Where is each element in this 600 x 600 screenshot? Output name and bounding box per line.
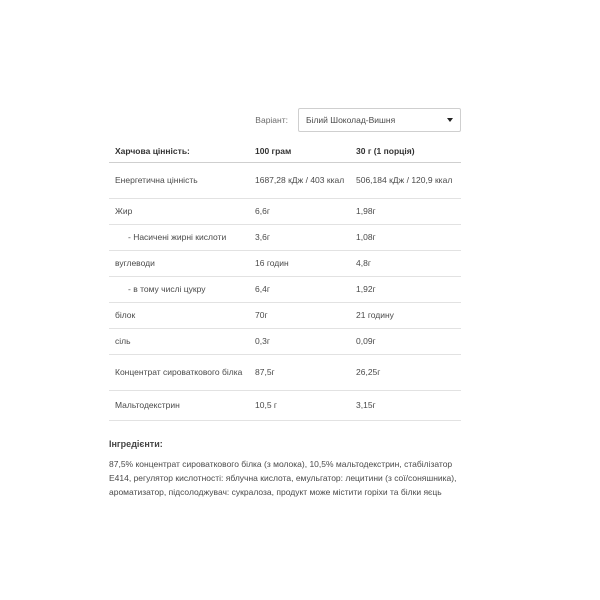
nutrient-per-100g: 87,5г	[255, 367, 275, 377]
nutrient-per-serving: 26,25г	[356, 367, 381, 377]
table-row	[109, 225, 461, 251]
nutrient-name: Мальтодекстрин	[115, 400, 180, 410]
caret-down-icon	[447, 118, 453, 122]
nutrient-name: Жир	[115, 206, 133, 216]
variant-label: Варіант:	[255, 115, 288, 125]
header-per-serving: 30 г (1 порція)	[356, 145, 415, 156]
table-row	[109, 329, 461, 355]
ingredients-text: 87,5% концентрат сироваткового білка (з молока), 10,5% мальтодекстрин, стабілізатор E414, регулятор кислотності: яблучна кислота, емульгатор: лецитини (з сої/соняшника), ароматизатор, підсолоджувач: сукралоза, продукт може містити горіхи та білки яєць	[109, 459, 457, 497]
nutrient-name: сіль	[115, 336, 131, 346]
nutrient-per-serving: 1,98г	[356, 206, 376, 216]
variant-dropdown[interactable]	[298, 108, 461, 132]
variant-selector-row	[0, 108, 461, 132]
table-row	[109, 199, 461, 225]
nutrient-per-100g: 6,4г	[255, 284, 270, 294]
nutrient-per-serving: 3,15г	[356, 400, 376, 410]
nutrient-name: вуглеводи	[115, 258, 155, 268]
nutrient-per-100g: 10,5 г	[255, 400, 278, 410]
nutrient-per-serving: 1,92г	[356, 284, 376, 294]
table-row	[109, 251, 461, 277]
nutrient-per-100g: 6,6г	[255, 206, 270, 216]
nutrient-per-100g: 1687,28 кДж / 403 ккал	[255, 175, 345, 185]
table-row	[109, 163, 461, 199]
nutrient-name: білок	[115, 310, 136, 320]
table-row	[109, 303, 461, 329]
ingredients-title: Інгредієнти:	[109, 439, 163, 449]
nutrient-name: - в тому числі цукру	[128, 284, 206, 294]
variant-selected-value: Білий Шоколад-Вишня	[306, 115, 396, 125]
nutrient-per-serving: 21 годину	[356, 310, 394, 320]
table-row	[109, 391, 461, 421]
nutrition-header-row	[109, 140, 461, 163]
nutrient-per-100g: 70г	[255, 310, 268, 320]
nutrient-per-serving: 4,8г	[356, 258, 371, 268]
table-row	[109, 355, 461, 391]
nutrient-per-serving: 0,09г	[356, 336, 376, 346]
nutrient-name: Концентрат сироваткового білка	[115, 367, 243, 377]
header-nutrition-value: Харчова цінність:	[115, 145, 190, 156]
header-per-100g: 100 грам	[255, 145, 292, 156]
nutrient-per-100g: 3,6г	[255, 232, 270, 242]
nutrient-per-100g: 16 годин	[255, 258, 289, 268]
nutrition-table	[109, 140, 461, 421]
nutrient-name: - Насичені жирні кислоти	[128, 232, 227, 242]
table-row	[109, 277, 461, 303]
nutrient-per-serving: 1,08г	[356, 232, 376, 242]
nutrient-per-100g: 0,3г	[255, 336, 270, 346]
nutrient-per-serving: 506,184 кДж / 120,9 ккал	[356, 175, 453, 185]
nutrient-name: Енергетична цінність	[115, 175, 198, 185]
